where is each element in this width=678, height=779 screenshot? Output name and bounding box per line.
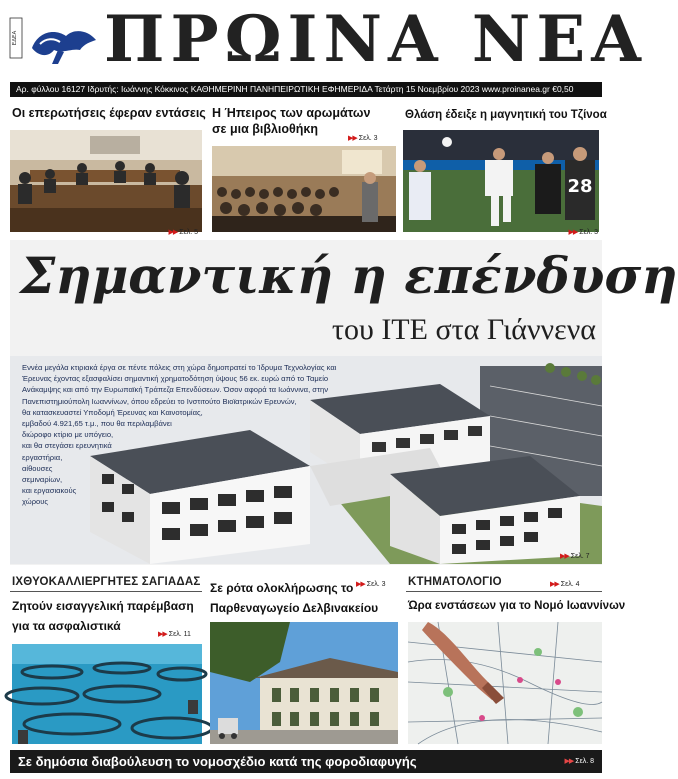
bottom-story-2-headline[interactable] [210,578,378,618]
lead-line: Πανεπιστημιούπολη Ιωαννίνων, όπου εδρεύει το Ινστιτούτο Βιοϊατρικών Ερευνών, [22,396,297,406]
top-story-3[interactable] [403,100,607,238]
lead-line: θα κατασκευαστεί Υποδομή Έρευνας και Καινοτομίας, [22,407,203,417]
headline-line-1: Ζητούν εισαγγελική παρέμβαση [12,599,194,613]
top-story-3-headline[interactable]: Θλάση έδειξε η μαγνητική του Τζίνοα [405,109,607,121]
arrow-right-icon: ▶▶ [568,229,578,236]
top-story-1[interactable] [10,100,206,238]
lead-page-ref[interactable]: ▶▶ Σελ. 7 [560,553,590,560]
top-story-1-page-ref[interactable]: ▶▶ Σελ. 5 [168,229,198,236]
bottom-story-3-page-ref[interactable]: ▶▶ Σελ. 4 [550,581,580,588]
lead-line: αίθουσες [22,463,53,473]
fish-farm-photo [12,644,202,744]
arrow-right-icon: ▶▶ [158,631,167,638]
headline-line-1: Σε ρότα ολοκλήρωσης το [210,581,354,595]
bottom-story-3[interactable] [406,574,626,746]
masthead [0,0,647,80]
arrow-right-icon: ▶▶ [168,229,178,236]
headline-line-2: Παρθεναγωγείο Δελβινακείου [210,601,379,615]
arrow-right-icon: ▶▶ [348,135,357,142]
headline-line-1: Η Ήπειρος των αρωμάτων [212,106,371,120]
footer-headline-bar[interactable] [10,750,602,773]
lead-line: και θα στεγάσει ερευνητικά [22,441,112,451]
category-label: ΚΤΗΜΑΤΟΛΟΓΙΟ [408,576,502,588]
lead-headline[interactable]: Σημαντική η επένδυση [20,246,678,305]
divider [406,591,602,592]
lead-line: χώρους [22,497,49,507]
cadastre-map-photo [408,622,602,744]
masthead-title: ΠΡΩΙΝΑ ΝΕΑ [104,2,647,77]
football-match-photo [403,130,599,232]
lead-line: και εργασιακούς [22,486,77,496]
jersey-number: 28 [567,176,593,197]
arrow-right-icon: ▶▶ [550,581,559,588]
council-meeting-photo [10,130,202,232]
lead-body-text [22,362,382,508]
bottom-story-1[interactable] [10,574,202,746]
top-story-2[interactable] [210,100,398,238]
footer-page-ref[interactable]: ▶▶ Σελ. 8 [564,758,594,765]
bottom-story-2-page-ref[interactable]: ▶▶ Σελ. 3 [356,581,386,588]
divider [10,591,202,592]
headline-line-2: σε μια βιβλιοθήκη [212,122,319,136]
bottom-story-3-headline[interactable]: Ώρα ενστάσεων για το Νομό Ιωαννίνων [408,600,626,612]
arrow-right-icon: ▶▶ [356,581,365,588]
lead-line: εμβαδού 4.921,65 τ.μ., που θα περιλαμβάνει [22,419,172,429]
bottom-story-2[interactable] [208,574,400,746]
lead-line: Εννέα μεγάλα κτιριακά έργα σε πέντε πόλεις στη χώρα δημοπρατεί το Ίδρυμα Τεχνολογίας και [22,363,337,372]
arrow-right-icon: ▶▶ [560,553,569,560]
top-story-3-page-ref[interactable]: ▶▶ Σελ. 3 [568,229,598,236]
lead-line: διώροφο κτίριο με υπόγειο, [22,430,114,440]
top-story-2-headline[interactable] [212,105,370,137]
headline-line-2: για τα ασφαλιστικά [12,619,121,633]
lead-line: Έρευνας έχοντας εξασφαλίσει σημαντική χρηματοδότηση ύψους 56 εκ. ευρώ από το Ταμείο [22,374,329,384]
top-story-1-headline[interactable]: Οι επερωτήσεις έφεραν εντάσεις [12,106,206,120]
school-building-photo [210,622,398,744]
arrow-right-icon: ▶▶ [564,758,574,765]
library-event-photo [212,146,396,232]
lead-line: Ανάκαμψης και από την Ευρωπαϊκή Τράπεζα Επενδύσεων. Όσον αφορά τα Ιωάννινα, στην [22,385,328,395]
newspaper-logo [10,14,102,72]
footer-headline: Σε δημόσια διαβούλευση το νομοσχέδιο κατά της φοροδιαφυγής [18,754,417,769]
category-label: ΙΧΘΥΟΚΑΛΛΙΕΡΓΗΤΕΣ ΣΑΓΙΑΔΑΣ [12,576,201,588]
bottom-story-1-page-ref[interactable]: ▶▶ Σελ. 11 [158,631,191,638]
issue-info-bar: Αρ. φύλλου 16127 Ιδρυτής: Ιωάννης Κόκκινος ΚΑΘΗΜΕΡΙΝΗ ΠΑΝΗΠΕΙΡΩΤΙΚΗ ΕΦΗΜΕΡΙΔΑ Τετάρτη 15 Νοεμβρίου 2023 www.proinanea.gr €0,50 [10,82,602,97]
logo-side-text: ΕΔΕΑ [12,30,18,46]
lead-line: σεμιναρίων, [22,475,63,485]
lead-line: εργαστήρια, [22,452,63,462]
lead-subheadline[interactable]: του ΙΤΕ στα Γιάννενα [331,313,596,346]
top-story-2-page-ref[interactable]: ▶▶ Σελ. 3 [348,135,378,142]
